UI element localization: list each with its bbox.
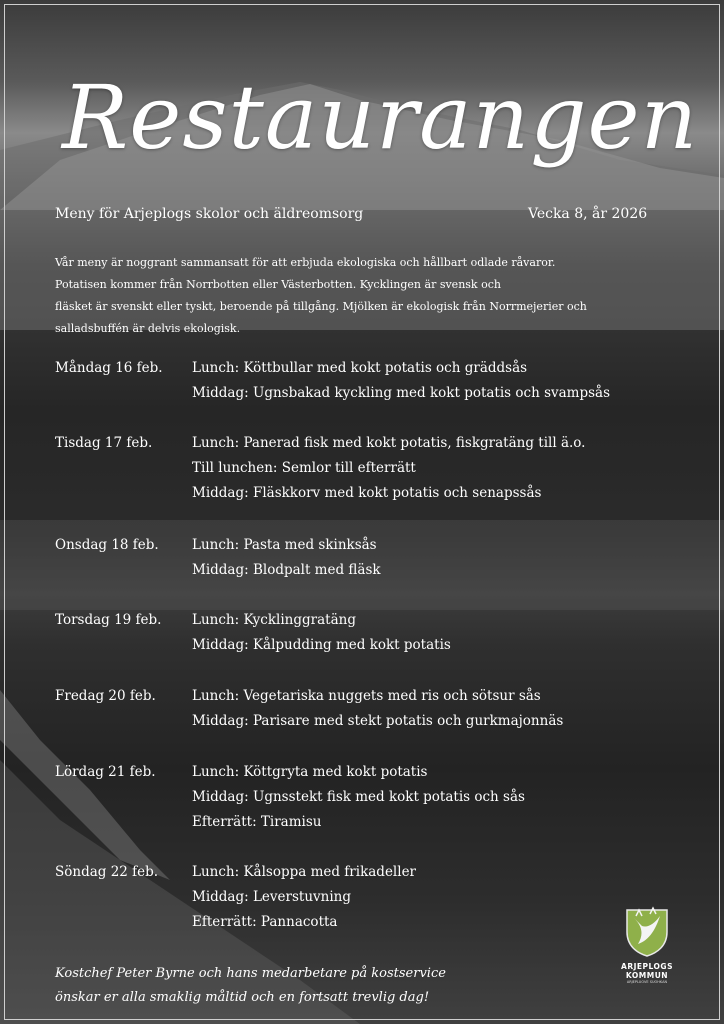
day-name: Söndag 22 feb.: [55, 864, 159, 880]
meal-item: Middag: Ugnsbakad kyckling med kokt potatis och svampsås: [192, 385, 611, 401]
intro-line: Vår meny är noggrant sammansatt för att erbjuda ekologiska och hållbart odlade råvaror.: [55, 256, 556, 269]
day-name: Onsdag 18 feb.: [55, 537, 159, 553]
day-name: Torsdag 19 feb.: [55, 612, 162, 628]
arjeplog-crest-icon: [624, 906, 670, 958]
meal-item: Middag: Blodpalt med fläsk: [192, 562, 381, 578]
meal-item: Lunch: Köttbullar med kokt potatis och gräddsås: [192, 360, 528, 376]
logo-name-2: KOMMUN: [625, 971, 669, 980]
meal-item: Middag: Kålpudding med kokt potatis: [192, 637, 451, 653]
meal-item: Lunch: Kålsoppa med frikadeller: [192, 864, 417, 880]
meal-item: Efterrätt: Pannacotta: [192, 914, 338, 930]
meal-item: Lunch: Köttgryta med kokt potatis: [192, 764, 428, 780]
meal-item: Lunch: Pasta med skinksås: [192, 537, 377, 553]
intro-text: [55, 252, 675, 340]
day-name: Lördag 21 feb.: [55, 764, 156, 780]
meal-item: Till lunchen: Semlor till efterrätt: [192, 460, 416, 476]
meal-item: Middag: Fläskkorv med kokt potatis och senapssås: [192, 485, 542, 501]
day-name: Måndag 16 feb.: [55, 360, 163, 376]
meal-item: Lunch: Kycklinggratäng: [192, 612, 356, 628]
page-title: Restaurangen: [62, 66, 699, 169]
day-name: Tisdag 17 feb.: [55, 435, 153, 451]
day-name: Fredag 20 feb.: [55, 688, 156, 704]
meal-item: Middag: Ugnsstekt fisk med kokt potatis och sås: [192, 789, 525, 805]
logo-name: ARJEPLOGS: [621, 962, 673, 971]
meal-item: Efterrätt: Tiramisu: [192, 814, 322, 830]
footer-line: önskar er alla smaklig måltid och en fortsatt trevlig dag!: [55, 990, 430, 1005]
week-label: Vecka 8, år 2026: [528, 206, 648, 222]
meal-item: Middag: Leverstuvning: [192, 889, 352, 905]
meal-item: Lunch: Vegetariska nuggets med ris och sötsur sås: [192, 688, 541, 704]
municipality-logo: [612, 906, 682, 985]
footer-line: Kostchef Peter Byrne och hans medarbetare på kostservice: [55, 966, 446, 981]
intro-line: fläsket är svenskt eller tyskt, beroende på tillgång. Mjölken är ekologisk från Norrmejerier och: [55, 300, 587, 313]
meal-item: Middag: Parisare med stekt potatis och gurkmajonnäs: [192, 713, 564, 729]
subtitle: Meny för Arjeplogs skolor och äldreomsorg: [55, 206, 364, 222]
intro-line: salladsbuffén är delvis ekologisk.: [55, 322, 241, 335]
footer-greeting: [55, 962, 446, 1010]
intro-line: Potatisen kommer från Norrbotten eller Västerbotten. Kycklingen är svensk och: [55, 278, 501, 291]
meal-item: Lunch: Panerad fisk med kokt potatis, fiskgratäng till ä.o.: [192, 435, 586, 451]
logo-sami-name: ARJEPLUOVE SUOHKAN: [626, 980, 668, 984]
